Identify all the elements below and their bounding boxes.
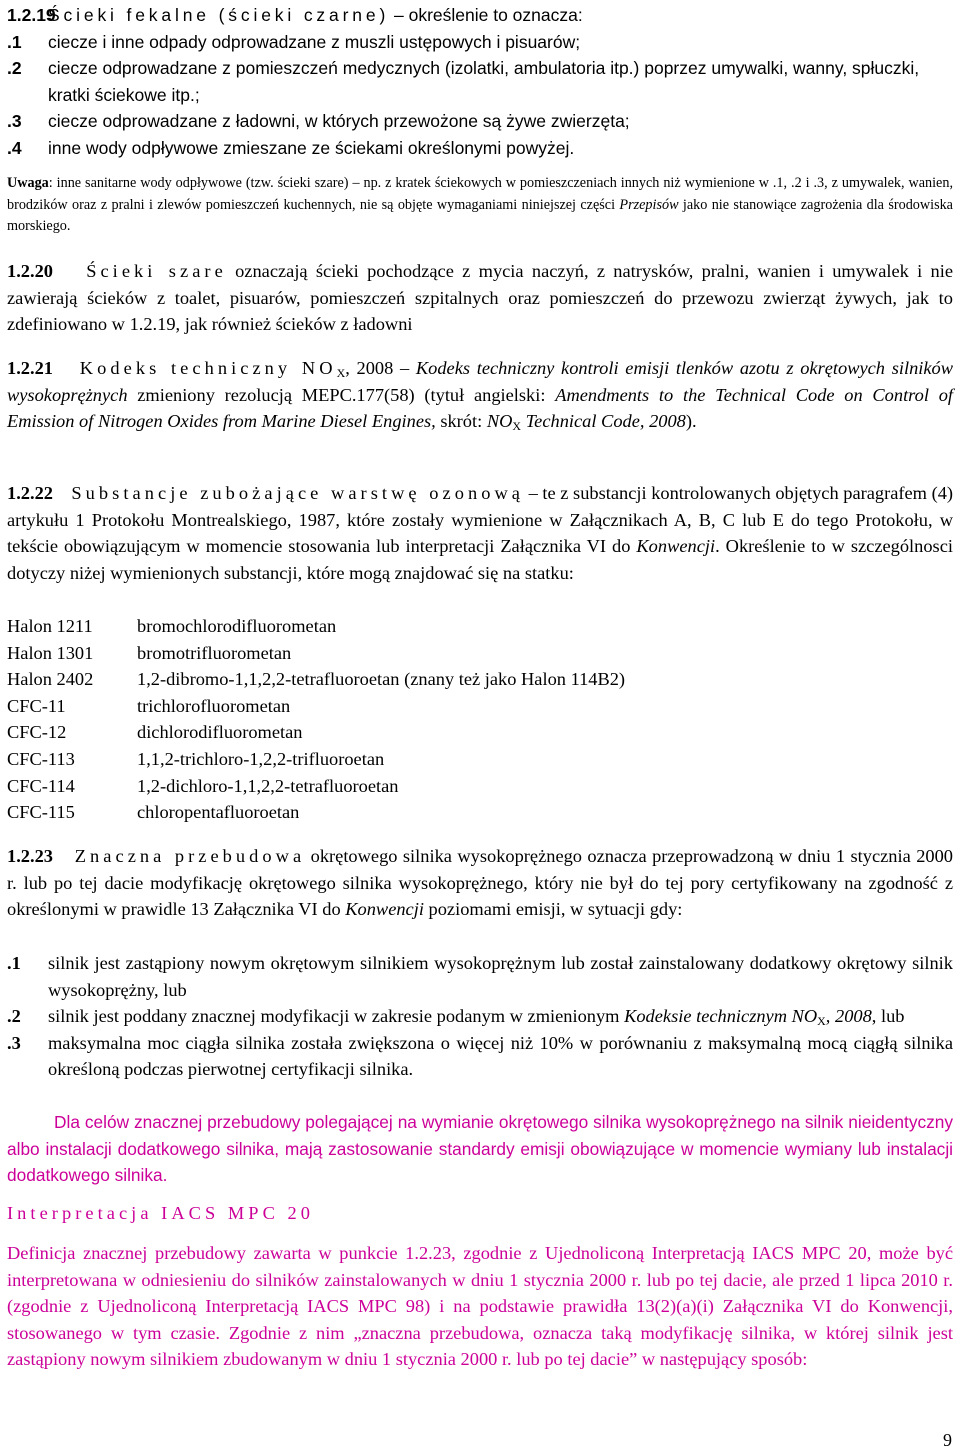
item-number: .3 [7,111,22,131]
item-number: .2 [7,1006,21,1027]
section-1-2-19 [7,2,953,161]
substance-name: CFC-114 [7,775,75,796]
substance-name: CFC-11 [7,695,66,716]
substance-row [7,719,953,746]
item-text [48,1003,953,1030]
substance-desc: bromochlorodifluorometan [137,616,337,636]
substance-row [7,666,953,693]
term: Ścieki szare [86,261,227,281]
item-number: .1 [7,31,22,52]
text-d: ). [685,411,697,432]
list-item [7,29,953,56]
note-italic: Przepisów [619,196,679,213]
substance-name: Halon 2402 [7,669,94,690]
substance-desc: trichlorofluorometan [137,695,291,716]
text-a: okrętowego silnika wysokoprężnego oznacza przeprowadzoną w dniu 1 stycznia 2000 r. lub po tej dacie modyfikację okrętowego silnika wysokoprężnego, który nie był do tej pory certyfikowany na zgodność z określonymi w prawidle 13 Załącznika VI do [7,846,954,920]
text-a: , 2008 – [345,358,416,378]
list-item [7,135,953,162]
item-text-a: silnik jest poddany znacznej modyfikacji w zakresie podanym w zmienionym [48,1006,625,1027]
section-1-2-22 [7,480,953,586]
substance-desc: bromotrifluorometan [137,642,292,663]
section-1-2-23 [7,843,953,923]
item-italic: Kodeksie technicznym NO [624,1006,818,1027]
text-b: poziomami emisji, w sytuacji gdy: [423,899,683,920]
substance-desc: 1,2-dichloro-1,1,2,2-tetrafluoroetan [137,775,399,796]
italic-ref: Konwencji [345,899,424,920]
item-text: ciecze i inne odpady odprowadzane z muszli ustępowych i pisuarów; [48,31,581,52]
section-number: 1.2.21 [7,358,53,378]
section-1-2-21 [7,355,953,435]
italic-abbrev-rest: Technical Code, 2008 [521,411,686,432]
item-number: .4 [7,137,22,158]
italic-ref: Konwencji [636,536,716,557]
substance-name: CFC-115 [7,802,75,823]
note-label: Uwaga [7,175,49,191]
substance-desc: chloropentafluoroetan [137,802,300,823]
text-c: skrót: [435,411,487,432]
page-number: 9 [943,1430,952,1450]
section-text: oznaczają ścieki pochodzące z mycia naczyń, z natrysków, pralni, wanien i umywalek i nie zawierają ścieków z toalet, pisuarów, pomieszczeń szpitalnych oraz pomieszczeń do przewozu zwierząt żywych, jak to zdefiniowano w 1.2.19, jak również ścieków z ładowni [7,261,954,335]
substance-row [7,693,953,720]
text-b: . Określenie to w szczególnosci dotyczy niżej wymienionych substancji, które mogą znajdować się na statku: [7,536,953,583]
section-1-2-20 [7,258,953,338]
list-item [7,108,953,135]
section-heading [7,2,953,29]
substance-row [7,799,953,826]
substance-row [7,746,953,773]
substance-name: Halon 1211 [7,616,93,636]
item-text: inne wody odpływowe zmieszane ze ściekami określonymi powyżej. [48,137,575,158]
list-item [7,1030,953,1083]
list-item [7,55,953,108]
term: Znaczna przebudowa [74,846,306,866]
note-text: : inne sanitarne wody odpływowe (tzw. ścieki szare) – np. z kratek ściekowych w pomieszczeniach innych niż wymienione w .1, .2 i .3, z umywalek, wanien, brodzików oraz z pralni i zlewów pomieszczeń kuchennych, nie są objęte wymaganiami niniejszej części [7,175,953,213]
term-rest: – określenie to oznacza: [389,5,583,25]
item-italic-end: , 2008 [825,1006,872,1027]
item-text-b: , lub [871,1006,905,1027]
text-a: – te z substancji kontrolowanych objętych paragrafem (4) artykułu 1 Protokołu Montrealskiego, 1987, które zostały wymienione w Załącznikach A, B, C lub E do tego Protokołu, w tekście obowiązującym w momencie stosowania lub interpretacji Załącznika VI do [7,483,954,557]
term: Ścieki fekalne (ścieki czarne) [48,5,390,25]
item-number: .3 [7,1032,21,1053]
modification-list [7,950,953,1083]
note-text-end: jako nie stanowiące zagrożenia dla środowiska morskiego. [7,196,953,234]
italic-abbrev: NO [486,411,513,432]
substance-name: CFC-113 [7,748,75,769]
term: Substancje zubożające warstwę ozonową [71,483,525,503]
substance-row [7,613,953,640]
substance-row [7,773,953,800]
pink-paragraph: Dla celów znacznej przebudowy polegającej na wymianie okrętowego silnika wysokoprężnego na silnik nieidentyczny albo instalacji dodatkowego silnika, mają zastosowanie standardy emisji obowiązujące w momencie wymiany lub instalacji dodatkowego silnika. [7,1112,953,1186]
section-number: 1.2.22 [7,483,53,503]
interpretation-text: Definicja znacznej przebudowy zawarta w punkcie 1.2.23, zgodnie z Ujednoliconą Interpretacją IACS MPC 20, może być interpretowana w odniesieniu do silników zainstalowanych w dniu 1 stycznia 2000 r. lub po tej dacie, ale przed 1 lipca 2010 r. (zgodnie z Ujednoliconą Interpretacją IACS MPC 98) i na podstawie prawidła 13(2)(a)(i) Załącznika VI do Konwencji, stosowanego w tym czasie. Zgodnie z nim „znaczna przebudowa, oznacza taką modyfikację silnika, w której silnik jest zastąpiony nowym silnikiem zbudowanym w dniu 1 stycznia 2000 r. lub po tej dacie” w następujący sposób: [7,1243,953,1370]
text-b: zmieniony rezolucją MEPC.177(58) (tytuł angielski: [127,384,556,405]
item-text: silnik jest zastąpiony nowym okrętowym silnikiem wysokoprężnym lub został zainstalowany dodatkowy okrętowy silnik wysokoprężny, lub [48,953,953,1000]
list-item [7,950,953,1003]
item-text: ciecze odprowadzane z ładowni, w których przewożone są żywe zwierzęta; [48,111,630,131]
substance-list [7,613,953,826]
section-number: 1.2.23 [7,846,53,866]
item-number: .1 [7,953,21,973]
substance-row [7,640,953,667]
section-number: 1.2.19 [7,5,56,25]
substance-desc: dichlorodifluorometan [137,722,303,743]
item-text: ciecze odprowadzane z pomieszczeń medycznych (izolatki, ambulatoria itp.) poprzez umywalki, wanny, spłuczki, kratki ściekowe itp.; [48,58,920,105]
note-paragraph [7,173,953,238]
italic-title: Kodeks techniczny kontroli emisji tlenków azotu z okrętowych silników wysokoprężnych [7,358,954,405]
term-subscript: X [336,365,346,380]
item-text: maksymalna moc ciągła silnika została zwiększona o więcej niż 10% w porównaniu z maksymalną mocą ciągłą silnika określoną podczas pierwotnej certyfikacji silnika. [48,1032,953,1080]
list-item [7,1003,953,1030]
substance-name: Halon 1301 [7,642,94,663]
section-number: 1.2.20 [7,261,53,281]
item-number: .2 [7,58,22,78]
term: Kodeks techniczny NO [79,358,337,378]
substance-desc: 1,1,2-trichloro-1,2,2-trifluoroetan [137,748,385,769]
substance-desc: 1,2-dibromo-1,1,2,2-tetrafluoroetan (znany też jako Halon 114B2) [137,669,626,690]
substance-name: CFC-12 [7,722,67,743]
interpretation-heading: Interpretacja IACS MPC 20 [7,1203,315,1223]
item-subscript: X [817,1014,826,1029]
abbrev-subscript: X [512,419,522,434]
italic-english-title: Amendments to the Technical Code on Control of Emission of Nitrogen Oxides from Marine Diesel Engines, [7,384,953,432]
